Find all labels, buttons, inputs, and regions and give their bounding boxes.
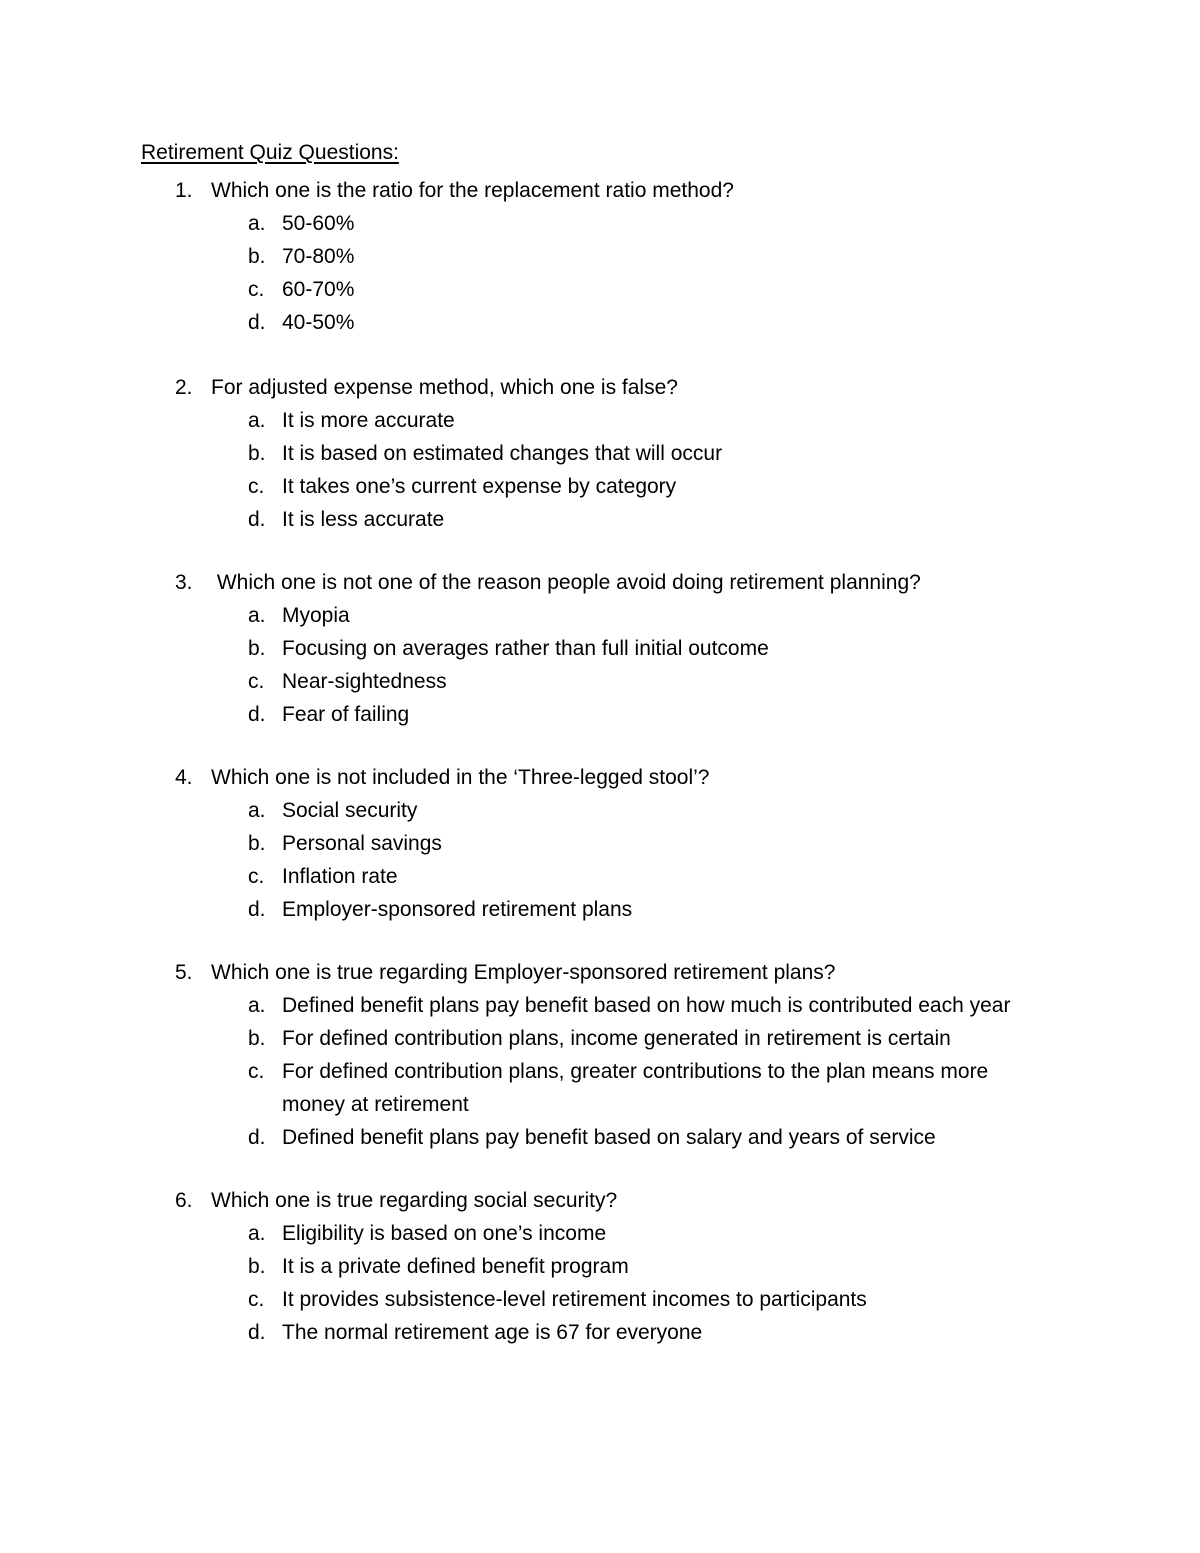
answer-option: [0, 827, 1200, 860]
question-text: Which one is not one of the reason people avoid doing retirement planning?: [211, 571, 921, 594]
question-line: [0, 956, 1200, 989]
option-text: It takes one’s current expense by category: [282, 475, 677, 498]
question-line: [0, 761, 1200, 794]
option-text: For defined contribution plans, greater contributions to the plan means more money at retirement: [282, 1060, 989, 1116]
question-number: 5.: [175, 961, 193, 984]
option-letter: c.: [248, 1060, 265, 1083]
question-1: [0, 174, 1200, 339]
answer-option: [0, 1055, 1200, 1121]
option-letter: d.: [248, 703, 266, 726]
question-line: [0, 174, 1200, 207]
question-text: Which one is the ratio for the replacement ratio method?: [211, 179, 734, 202]
option-letter: c.: [248, 475, 265, 498]
option-letter: b.: [248, 245, 266, 268]
option-text: 70-80%: [282, 245, 355, 268]
question-line: [0, 566, 1200, 599]
option-letter: a.: [248, 1222, 266, 1245]
option-text: Near-sightedness: [282, 670, 447, 693]
option-letter: a.: [248, 994, 266, 1017]
option-letter: b.: [248, 1027, 266, 1050]
question-3: [0, 566, 1200, 731]
question-text: Which one is not included in the ‘Three-legged stool’?: [211, 766, 710, 789]
question-line: [0, 371, 1200, 404]
option-text: Defined benefit plans pay benefit based on salary and years of service: [282, 1126, 936, 1149]
question-5: [0, 956, 1200, 1154]
option-letter: a.: [248, 799, 266, 822]
option-letter: d.: [248, 311, 266, 334]
answer-option: [0, 437, 1200, 470]
option-text: 50-60%: [282, 212, 355, 235]
option-letter: b.: [248, 832, 266, 855]
answer-option: [0, 1121, 1200, 1154]
question-text: For adjusted expense method, which one is false?: [211, 376, 678, 399]
question-6: [0, 1184, 1200, 1349]
option-text: It is a private defined benefit program: [282, 1255, 629, 1278]
option-letter: d.: [248, 1126, 266, 1149]
question-text: Which one is true regarding Employer-sponsored retirement plans?: [211, 961, 836, 984]
option-letter: d.: [248, 1321, 266, 1344]
option-letter: a.: [248, 212, 266, 235]
answer-option: [0, 207, 1200, 240]
option-text: Myopia: [282, 604, 350, 627]
answer-option: [0, 503, 1200, 536]
answer-option: [0, 1283, 1200, 1316]
option-letter: b.: [248, 1255, 266, 1278]
answer-option: [0, 893, 1200, 926]
answer-option: [0, 794, 1200, 827]
answer-option: [0, 632, 1200, 665]
question-text: Which one is true regarding social security?: [211, 1189, 618, 1212]
option-text: Eligibility is based on one’s income: [282, 1222, 607, 1245]
answer-option: [0, 860, 1200, 893]
option-text: It is based on estimated changes that will occur: [282, 442, 723, 465]
question-4: [0, 761, 1200, 926]
answer-option: [0, 306, 1200, 339]
option-text: Social security: [282, 799, 418, 822]
option-letter: a.: [248, 604, 266, 627]
option-letter: b.: [248, 442, 266, 465]
question-number: 6.: [175, 1189, 193, 1212]
option-text: 40-50%: [282, 311, 355, 334]
answer-option: [0, 989, 1200, 1022]
answer-option: [0, 1217, 1200, 1250]
option-letter: c.: [248, 1288, 265, 1311]
answer-option: [0, 698, 1200, 731]
option-text: 60-70%: [282, 278, 355, 301]
question-number: 4.: [175, 766, 193, 789]
option-text: It provides subsistence-level retirement incomes to participants: [282, 1288, 867, 1311]
option-letter: c.: [248, 865, 265, 888]
answer-option: [0, 240, 1200, 273]
answer-option: [0, 404, 1200, 437]
option-text: Focusing on averages rather than full initial outcome: [282, 637, 769, 660]
option-text: Inflation rate: [282, 865, 398, 888]
answer-option: [0, 599, 1200, 632]
answer-option: [0, 1022, 1200, 1055]
answer-option: [0, 1250, 1200, 1283]
option-text: It is more accurate: [282, 409, 455, 432]
option-text: Fear of failing: [282, 703, 410, 726]
option-text: Defined benefit plans pay benefit based on how much is contributed each year: [282, 994, 1011, 1017]
answer-option: [0, 470, 1200, 503]
answer-option: [0, 273, 1200, 306]
question-number: 2.: [175, 376, 193, 399]
option-text: Employer-sponsored retirement plans: [282, 898, 633, 921]
option-letter: a.: [248, 409, 266, 432]
option-letter: d.: [248, 508, 266, 531]
question-line: [0, 1184, 1200, 1217]
option-text: For defined contribution plans, income generated in retirement is certain: [282, 1027, 951, 1050]
question-2: [0, 371, 1200, 536]
question-number: 1.: [175, 179, 193, 202]
option-letter: c.: [248, 278, 265, 301]
answer-option: [0, 665, 1200, 698]
option-text: The normal retirement age is 67 for everyone: [282, 1321, 703, 1344]
option-letter: d.: [248, 898, 266, 921]
option-text: Personal savings: [282, 832, 442, 855]
answer-option: [0, 1316, 1200, 1349]
page-title: Retirement Quiz Questions:: [141, 141, 399, 164]
option-letter: b.: [248, 637, 266, 660]
option-text: It is less accurate: [282, 508, 445, 531]
option-letter: c.: [248, 670, 265, 693]
question-number: 3.: [175, 571, 193, 594]
